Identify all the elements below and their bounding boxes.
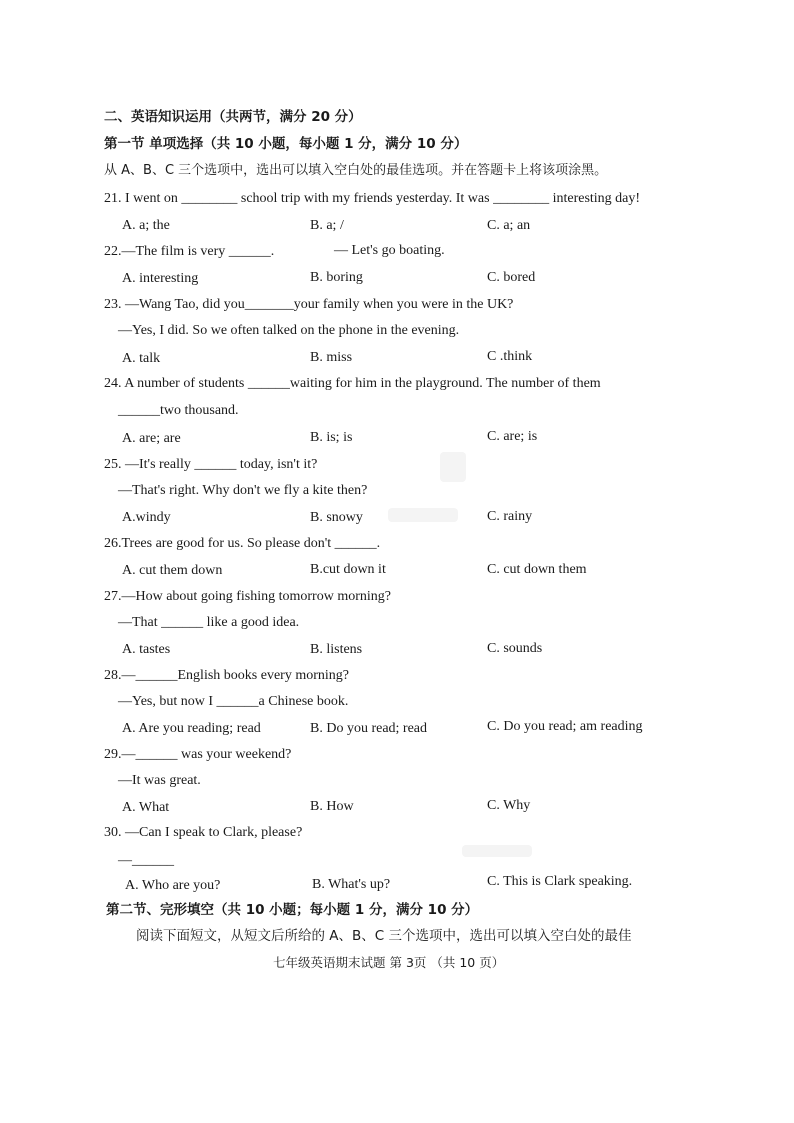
option-c: C. are; is [487, 429, 538, 444]
option-c: C. bored [487, 270, 536, 285]
option-a: A.windy [122, 510, 171, 525]
option-a: A. a; the [122, 218, 170, 233]
scan-smudge [462, 845, 532, 857]
part1-instruction: 从 A、B、C 三个选项中，选出可以填入空白处的最佳选项。并在答题卡上将该项涂黑。 [104, 163, 608, 178]
question-stem: —Yes, but now I ______a Chinese book. [118, 694, 349, 709]
question-stem: —That ______ like a good idea. [118, 615, 300, 630]
option-b: B.cut down it [310, 562, 386, 577]
part1-title: 第一节 单项选择（共 10 小题，每小题 1 分，满分 10 分） [104, 136, 468, 152]
page-footer: 七年级英语期末试题 第 3页 （共 10 页） [273, 955, 505, 970]
question-stem: 30. —Can I speak to Clark, please? [104, 825, 303, 840]
option-c: C .think [487, 349, 533, 364]
option-c: C. Do you read; am reading [487, 719, 643, 734]
question-stem: 29.—______ was your weekend? [104, 747, 292, 762]
option-a: A. tastes [122, 642, 171, 657]
question-stem: 22.—The film is very ______. [104, 244, 275, 259]
option-a: A. talk [122, 351, 161, 366]
question-stem: ______two thousand. [118, 403, 239, 418]
option-b: B. snowy [310, 510, 363, 525]
option-a: A. What [122, 800, 170, 815]
option-b: B. miss [310, 350, 353, 365]
question-stem: 21. I went on ________ school trip with my friends yesterday. It was ________ interesting day! [104, 191, 641, 206]
option-c: C. cut down them [487, 562, 587, 577]
section-title: 二、英语知识运用（共两节，满分 20 分） [104, 109, 362, 125]
scan-smudge [388, 508, 458, 522]
question-stem: 27.—How about going fishing tomorrow morning? [104, 589, 391, 604]
option-c: C. a; an [487, 218, 531, 233]
option-b: B. Do you read; read [310, 721, 428, 736]
option-b: B. What's up? [312, 877, 391, 892]
question-stem: 26.Trees are good for us. So please don't ______. [104, 536, 381, 551]
question-stem: 23. —Wang Tao, did you_______your family when you were in the UK? [104, 297, 514, 312]
part2-instruction: 阅读下面短文，从短文后所给的 A、B、C 三个选项中，选出可以填入空白处的最佳 [136, 928, 632, 944]
option-c: C. This is Clark speaking. [487, 874, 633, 889]
option-a: A. interesting [122, 271, 199, 286]
option-c: C. Why [487, 798, 531, 813]
option-b: B. How [310, 799, 354, 814]
question-stem: —Yes, I did. So we often talked on the phone in the evening. [118, 323, 460, 338]
question-stem: —That's right. Why don't we fly a kite then? [118, 483, 368, 498]
question-stem: —______ [118, 853, 174, 868]
scan-smudge [440, 452, 466, 482]
option-b: B. a; / [310, 218, 344, 233]
option-b: B. boring [310, 270, 363, 285]
option-b: B. is; is [310, 430, 353, 445]
option-c: C. rainy [487, 509, 533, 524]
question-response: — Let's go boating. [334, 243, 445, 258]
option-a: A. Who are you? [125, 878, 221, 893]
question-stem: 24. A number of students ______waiting for him in the playground. The number of them [104, 376, 601, 391]
question-stem: 25. —It's really ______ today, isn't it? [104, 457, 318, 472]
question-stem: 28.—______English books every morning? [104, 668, 349, 683]
option-a: A. Are you reading; read [122, 721, 261, 736]
option-a: A. cut them down [122, 563, 223, 578]
option-b: B. listens [310, 642, 363, 657]
question-stem: —It was great. [118, 773, 201, 788]
option-c: C. sounds [487, 641, 543, 656]
option-a: A. are; are [122, 431, 181, 446]
part2-title: 第二节、完形填空（共 10 小题；每小题 1 分，满分 10 分） [106, 902, 479, 918]
